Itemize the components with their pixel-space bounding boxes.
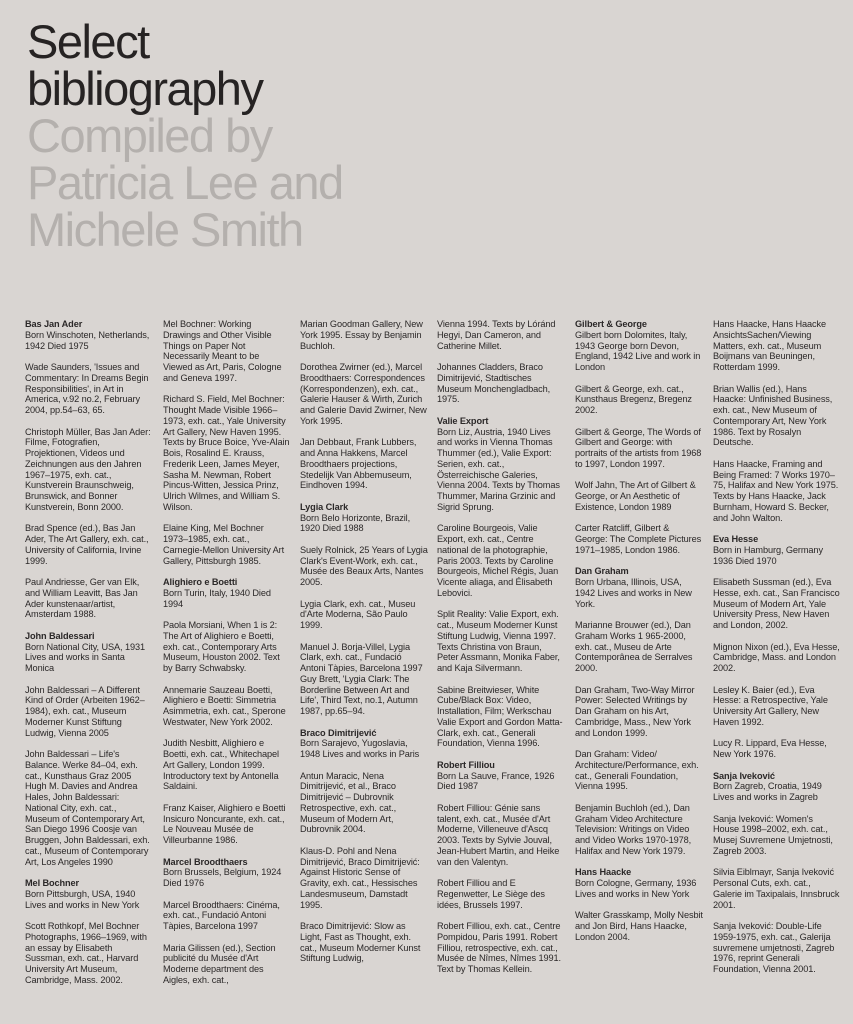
artist-name: Hans Haacke bbox=[575, 867, 632, 878]
entry-text: Dorothea Zwirner (ed.), Marcel Broodthaers: Correspondences (Korrespondenzen), exh. cat., Galerie Hauser & Wirth, Zurich and Galerie David Zwirner, New York 1995. bbox=[300, 362, 427, 426]
bibliography-entry bbox=[163, 319, 291, 384]
entry-text: Jan Debbaut, Frank Lubbers, and Anna Hakkens, Marcel Broodthaers projections, Stedelijk Van Abbemuseum, Eindhoven 1994. bbox=[300, 437, 417, 491]
entry-text: Hans Haacke, Hans Haacke AnsichtsSachen/Viewing Matters, exh. cat., Museum Boijmans van Beuningen, Rotterdam 1999. bbox=[713, 319, 827, 372]
bibliography-entry bbox=[300, 846, 428, 911]
artist-bio: Born Pittsburgh, USA, 1940 Lives and works in New York bbox=[25, 888, 140, 910]
entry-text: Paola Morsiani, When 1 is 2: The Art of Alighiero e Boetti, exh. cat., Contemporary Arts Museum, Houston 2002. Text by Barry Schwabsky. bbox=[163, 620, 280, 673]
bibliography-entry bbox=[713, 814, 841, 857]
bibliography-entry bbox=[575, 910, 703, 942]
artist-name: Gilbert & George bbox=[575, 319, 647, 329]
bibliography-entry bbox=[437, 319, 565, 351]
bibliography-column-6 bbox=[713, 319, 841, 975]
bibliography-column-2 bbox=[163, 319, 291, 986]
entry-text: John Baldessari – Life's Balance. Werke 84–04, exh. cat., Kunsthaus Graz 2005 Hugh M. Davies and Andrea Hales, John Baldessari: National City, exh. cat., Museum of Contemporary Art, San Diego 1996 Coosje van Bruggen, John Baldessari, exh. cat., Museum of Contemporary Art, Los Angeles 1990 bbox=[25, 749, 150, 867]
bibliography-entry bbox=[163, 943, 291, 986]
artist-name: Bas Jan Ader bbox=[25, 319, 83, 329]
entry-text: Suely Rolnick, 25 Years of Lygia Clark's Event-Work, exh. cat., Musée des Beaux Arts, Nantes 2005. bbox=[300, 544, 428, 587]
entry-text: Robert Filliou, exh. cat., Centre Pompidou, Paris 1991. Robert Filliou, retrospective, exh. cat., Musée de Nîmes, Nîmes 1991. Text by Thomas Kellein. bbox=[437, 921, 561, 974]
bibliography-entry bbox=[163, 738, 291, 792]
entry-text: Antun Maracic, Nena Dimitrijević, et al., Braco Dimitrijević – Dubrovnik Retrospective, exh. cat., Museum of Modern Art, Dubrovnik 2004. bbox=[300, 770, 397, 835]
bibliography-entry bbox=[25, 921, 153, 986]
entry-text: Sanja Iveković: Women's House 1998–2002, exh. cat., Musej Suvremene Umjetnosti, Zagreb 2003. bbox=[713, 813, 833, 856]
bibliography-entry bbox=[437, 803, 565, 868]
bibliography-column-3 bbox=[300, 319, 428, 964]
entry-text: Mel Bochner: Working Drawings and Other Visible Things on Paper Not Necessarily Meant to be Viewed as Art, Paris, Cologne and Geneva 1997. bbox=[163, 319, 282, 383]
artist-bio: Born Urbana, Illinois, USA, 1942 Lives and works in New York. bbox=[575, 577, 692, 609]
entry-text: Hans Haacke, Framing and Being Framed: 7 Works 1970–75, Halifax and New York 1975. Texts by Hans Haacke, Jack Burnham, Howard S. Becker, and John Walton. bbox=[713, 458, 839, 523]
bibliography-entry bbox=[300, 599, 428, 631]
bibliography-entry bbox=[163, 523, 291, 566]
artist-entry bbox=[163, 857, 291, 889]
artist-name: Alighiero e Boetti bbox=[163, 577, 238, 587]
entry-text: Lygia Clark, exh. cat., Museu d'Arte Moderna, São Paulo 1999. bbox=[300, 598, 416, 630]
artist-entry bbox=[25, 319, 153, 351]
entry-text: Sanja Iveković: Double-Life 1959-1975, exh. cat., Galerija suvremene umjetnosti, Zagreb 1976, reprint Generali Foundation, Vienna 2001. bbox=[713, 921, 835, 974]
artist-entry bbox=[300, 728, 428, 760]
bibliography-header bbox=[27, 15, 827, 256]
page-title-line-2: bibliography bbox=[27, 62, 263, 115]
artist-name: Robert Filliou bbox=[437, 759, 495, 770]
entry-text: Split Reality: Valie Export, exh. cat., Museum Moderner Kunst Stiftung Ludwig, Vienna 1997. Texts Christina von Braun, Peter Assmann, Monika Faber, and Kaja Silvermann. bbox=[437, 609, 560, 673]
entry-text: Gilbert & George, exh. cat., Kunsthaus Bregenz, Bregenz 2002. bbox=[575, 383, 692, 415]
bibliography-entry bbox=[437, 921, 565, 975]
entry-text: Manuel J. Borja-Villel, Lygia Clark, exh. cat., Fundació Antoni Tàpies, Barcelona 1997 Guy Brett, 'Lygia Clark: The Borderline Between Art and Life', Third Text, no.1, Autumn 1987, pp.65–94. bbox=[300, 641, 423, 716]
artist-name: Eva Hesse bbox=[713, 534, 759, 544]
artist-bio: Gilbert born Dolomites, Italy, 1943 George born Devon, England, 1942 Live and work in London bbox=[575, 329, 701, 372]
entry-text: Franz Kaiser, Alighiero e Boetti Insicuro Noncurante, exh. cat., Le Nouveau Musée de Villeurbanne 1986. bbox=[163, 802, 286, 845]
bibliography-entry bbox=[163, 803, 291, 846]
artist-entry bbox=[300, 502, 428, 534]
artist-bio: Born Cologne, Germany, 1936 Lives and works in New York bbox=[575, 878, 697, 899]
entry-text: Elaine King, Mel Bochner 1973–1985, exh. cat., Carnegie-Mellon University Art Gallery, Pittsburgh 1985. bbox=[163, 523, 285, 566]
entry-text: Klaus-D. Pohl and Nena Dimitrijević, Braco Dimitrijević: Against Historic Sense of Gravity, exh. cat., Hessisches Landesmuseum, Damstadt 1995. bbox=[300, 845, 420, 910]
artist-entry bbox=[25, 631, 153, 674]
bibliography-entry bbox=[300, 362, 428, 427]
artist-entry bbox=[575, 566, 703, 609]
entry-text: Elisabeth Sussman (ed.), Eva Hesse, exh. cat., San Francisco Museum of Modern Art, Yale University Press, New Haven and London, 2002. bbox=[713, 577, 840, 630]
bibliography-entry bbox=[713, 738, 841, 760]
artist-name: Sanja Iveković bbox=[713, 770, 775, 781]
bibliography-entry bbox=[575, 749, 703, 792]
entry-text: Marianne Brouwer (ed.), Dan Graham Works 1 965-2000, exh. cat., Museu de Arte Contemporânea de Serralves 2000. bbox=[575, 620, 693, 673]
bibliography-entry bbox=[713, 384, 841, 449]
entry-text: Mignon Nixon (ed.), Eva Hesse, Cambridge, Mass. and London 2002. bbox=[713, 641, 840, 673]
bibliography-entry bbox=[575, 620, 703, 674]
entry-text: John Baldessari – A Different Kind of Order (Arbeiten 1962–1984), exh. cat., Museum Moderner Kunst Stiftung Ludwig, Vienna 2005 bbox=[25, 684, 145, 738]
artist-name: Lygia Clark bbox=[300, 501, 349, 512]
entry-text: Silvia Eiblmayr, Sanja Iveković Personal Cuts, exh. cat., Galerie im Taxipalais, Innsbruck 2001. bbox=[713, 867, 840, 910]
artist-entry bbox=[575, 319, 703, 373]
entry-text: Maria Gilissen (ed.), Section publicité du Musée d'Art Moderne department des Aigles, exh. cat., bbox=[163, 942, 276, 985]
entry-text: Wolf Jahn, The Art of Gilbert & George, or An Aesthetic of Existence, London 1989 bbox=[575, 480, 696, 512]
bibliography-entry bbox=[300, 437, 428, 491]
bibliography-entry bbox=[25, 685, 153, 739]
artist-name: Dan Graham bbox=[575, 566, 629, 577]
bibliography-entry bbox=[163, 900, 291, 932]
bibliography-entry bbox=[437, 685, 565, 750]
page-title-line-1: Select bbox=[27, 15, 149, 68]
artist-bio: Born Sarajevo, Yugoslavia, 1948 Lives and works in Paris bbox=[300, 738, 420, 759]
bibliography-entry bbox=[163, 620, 291, 674]
entry-text: Brian Wallis (ed.), Hans Haacke: Unfinished Business, exh. cat., New Museum of Contemporary Art, New York 1986. Text by Rosalyn Deutsche. bbox=[713, 383, 833, 448]
entry-text: Christoph Müller, Bas Jan Ader: Filme, Fotografien, Projektionen, Videos und Zeichnungen aus den Jahren 1967–1975, exh. cat., Kunstverein Braunschweig, Brunswick, and Bonner Kunstverein, Bonn 2000. bbox=[25, 426, 151, 512]
artist-name: Mel Bochner bbox=[25, 878, 80, 888]
artist-bio: Born Liz, Austria, 1940 Lives and works in Vienna Thomas Thummer (ed.), Valie Export: Serien, exh. cat., Österreichische Galeries, Vienna 2004. Texts by Thomas Thummer, Marina Grzinic and Sigrid Sprung. bbox=[437, 426, 560, 512]
bibliography-entry bbox=[437, 362, 565, 405]
bibliography-entry bbox=[300, 545, 428, 588]
bibliography-entry bbox=[163, 394, 291, 512]
bibliography-entry bbox=[575, 384, 703, 416]
entry-text: Lucy R. Lippard, Eva Hesse, New York 1976. bbox=[713, 738, 827, 759]
entry-text: Robert Filliou: Génie sans talent, exh. cat., Musée d'Art Moderne, Villeneuve d'Ascq 2003. Texts by Sylvie Jouval, Jean-Hubert Martin, and Heike van den Valentyn. bbox=[437, 802, 560, 867]
artist-name: John Baldessari bbox=[25, 630, 95, 641]
entry-text: Wade Saunders, 'Issues and Commentary: In Dreams Begin Responsibilities', in Art in America, v.92 no.2, February 2004, pp.54–63, 65. bbox=[25, 362, 149, 415]
bibliography-column-1 bbox=[25, 319, 153, 986]
entry-text: Scott Rothkopf, Mel Bochner Photographs, 1966–1969, with an essay by Elisabeth Sussman, exh. cat., Harvard University Art Museum, Cambridge, Mass. 2002. bbox=[25, 921, 147, 985]
bibliography-entry bbox=[713, 921, 841, 975]
artist-bio: Born Turin, Italy, 1940 Died 1994 bbox=[163, 587, 271, 609]
entry-text: Caroline Bourgeois, Valie Export, exh. cat., Centre national de la photographie, Paris 2003. Texts by Caroline Bourgeois, Michel Régis, Juan Vicente aliaga, and Élisabeth Lebovici. bbox=[437, 523, 559, 598]
entry-text: Sabine Breitwieser, White Cube/Black Box: Video, Installation, Film; Werkschau Valie Export and Gordon Matta-Clark, exh. cat., Generali Foundation, Vienna 1996. bbox=[437, 684, 563, 749]
artist-entry bbox=[163, 577, 291, 609]
entry-text: Marian Goodman Gallery, New York 1995. Essay by Benjamin Buchloh. bbox=[300, 319, 423, 351]
entry-text: Robert Filliou and E Regenwetter, Le Siège des idées, Brussels 1997. bbox=[437, 878, 545, 910]
artist-entry bbox=[713, 771, 841, 803]
entry-text: Benjamin Buchloh (ed.), Dan Graham Video Architecture Television: Writings on Video and Video Works 1970-1978, Halifax and New York 1979. bbox=[575, 802, 692, 856]
artist-entry bbox=[437, 760, 565, 792]
bibliography-entry bbox=[437, 878, 565, 910]
bibliography-entry bbox=[575, 685, 703, 739]
artist-bio: Born in Hamburg, Germany 1936 Died 1970 bbox=[713, 544, 823, 566]
entry-text: Walter Grasskamp, Molly Nesbit and Jon Bird, Hans Haacke, London 2004. bbox=[575, 910, 703, 942]
bibliography-entry bbox=[25, 577, 153, 620]
artist-name: Valie Export bbox=[437, 415, 489, 426]
bibliography-entry bbox=[25, 427, 153, 513]
bibliography-column-4 bbox=[437, 319, 565, 975]
artist-entry bbox=[437, 416, 565, 513]
bibliography-entry bbox=[575, 427, 703, 470]
artist-bio: Born La Sauve, France, 1926 Died 1987 bbox=[437, 770, 555, 792]
bibliography-column-5 bbox=[575, 319, 703, 943]
bibliography-entry bbox=[25, 362, 153, 416]
bibliography-entry bbox=[575, 523, 703, 555]
entry-text: Carter Ratcliff, Gilbert & George: The Complete Pictures 1971–1985, London 1986. bbox=[575, 523, 702, 555]
bibliography-entry bbox=[437, 609, 565, 674]
artist-entry bbox=[575, 867, 703, 899]
bibliography-entry bbox=[300, 319, 428, 351]
compiler-credit-line-3: Michele Smith bbox=[27, 203, 303, 256]
bibliography-entry bbox=[575, 480, 703, 512]
artist-bio: Born Brussels, Belgium, 1924 Died 1976 bbox=[163, 867, 282, 888]
bibliography-entry bbox=[713, 319, 841, 373]
bibliography-entry bbox=[575, 803, 703, 857]
artist-bio: Born Winschoten, Netherlands, 1942 Died 1975 bbox=[25, 329, 150, 351]
artist-name: Braco Dimitrijević bbox=[300, 727, 377, 738]
entry-text: Paul Andriesse, Ger van Elk, and William Leavitt, Bas Jan Ader kunstenaar/artist, Amsterdam 1988. bbox=[25, 577, 140, 620]
entry-text: Brad Spence (ed.), Bas Jan Ader, The Art Gallery, exh. cat., University of California, Irvine 1999. bbox=[25, 523, 149, 566]
entry-text: Johannes Cladders, Braco Dimitrijević, Stadtisches Museum Monchengladbach, 1975. bbox=[437, 362, 551, 405]
bibliography-entry bbox=[300, 642, 428, 717]
entry-text: Richard S. Field, Mel Bochner: Thought Made Visible 1966–1973, exh. cat., Yale University Art Gallery, New Haven 1995. Texts by Bruce Boice, Yve-Alain Bois, Rosalind E. Krauss, Frederik Leen, James Meyer, Sasha M. Newman, Robert Pincus-Witten, Jessica Prinz, Ulrich Wilmes, and William S. Wilson. bbox=[163, 394, 290, 512]
compiler-credit-line-2: Patricia Lee and bbox=[27, 156, 343, 209]
compiler-credit-line-1: Compiled by bbox=[27, 109, 272, 162]
bibliography-entry bbox=[25, 523, 153, 566]
entry-text: Judith Nesbitt, Alighiero e Boetti, exh. cat., Whitechapel Art Gallery, London 1999. Introductory text by Antonella Saldaini. bbox=[163, 738, 279, 792]
bibliography-entry bbox=[163, 685, 291, 728]
artist-bio: Born Zagreb, Croatia, 1949 Lives and works in Zagreb bbox=[713, 781, 822, 802]
entry-text: Lesley K. Baier (ed.), Eva Hesse: a Retrospective, Yale University Art Gallery, New Haven 1992. bbox=[713, 684, 828, 727]
entry-text: Annemarie Sauzeau Boetti, Alighiero e Boetti: Simmetria Asimmetria, exh. cat., Sperone Westwater, New York 2002. bbox=[163, 684, 286, 727]
entry-text: Dan Graham: Video/ Architecture/Performance, exh. cat., Generali Foundation, Vienna 1995. bbox=[575, 749, 699, 792]
bibliography-entry bbox=[713, 459, 841, 524]
artist-bio: Born Belo Horizonte, Brazil, 1920 Died 1988 bbox=[300, 512, 411, 534]
artist-name: Marcel Broodthaers bbox=[163, 856, 248, 867]
entry-text: Braco Dimitrijević: Slow as Light, Fast as Thought, exh. cat., Museum Moderner Kunst Stiftung Ludwig, bbox=[300, 921, 421, 964]
entry-text: Gilbert & George, The Words of Gilbert and George: with portraits of the artists from 1968 to 1997, London 1997. bbox=[575, 426, 702, 469]
artist-bio: Born National City, USA, 1931 Lives and works in Santa Monica bbox=[25, 641, 146, 673]
entry-text: Vienna 1994. Texts by Lóránd Hegyi, Dan Cameron, and Catherine Millet. bbox=[437, 319, 556, 351]
bibliography-entry bbox=[713, 577, 841, 631]
bibliography-entry bbox=[713, 685, 841, 728]
bibliography-entry bbox=[713, 867, 841, 910]
bibliography-entry bbox=[300, 771, 428, 836]
bibliography-entry bbox=[300, 921, 428, 964]
artist-entry bbox=[713, 534, 841, 566]
entry-text: Marcel Broodthaers: Cinéma, exh. cat., Fundació Antoni Tàpies, Barcelona 1997 bbox=[163, 899, 280, 931]
bibliography-entry bbox=[713, 642, 841, 674]
bibliography-entry bbox=[437, 523, 565, 598]
artist-entry bbox=[25, 878, 153, 910]
bibliography-entry bbox=[25, 749, 153, 867]
entry-text: Dan Graham, Two-Way Mirror Power: Selected Writings by Dan Graham on his Art, Cambridge, Mass., New York and London 1999. bbox=[575, 684, 695, 738]
